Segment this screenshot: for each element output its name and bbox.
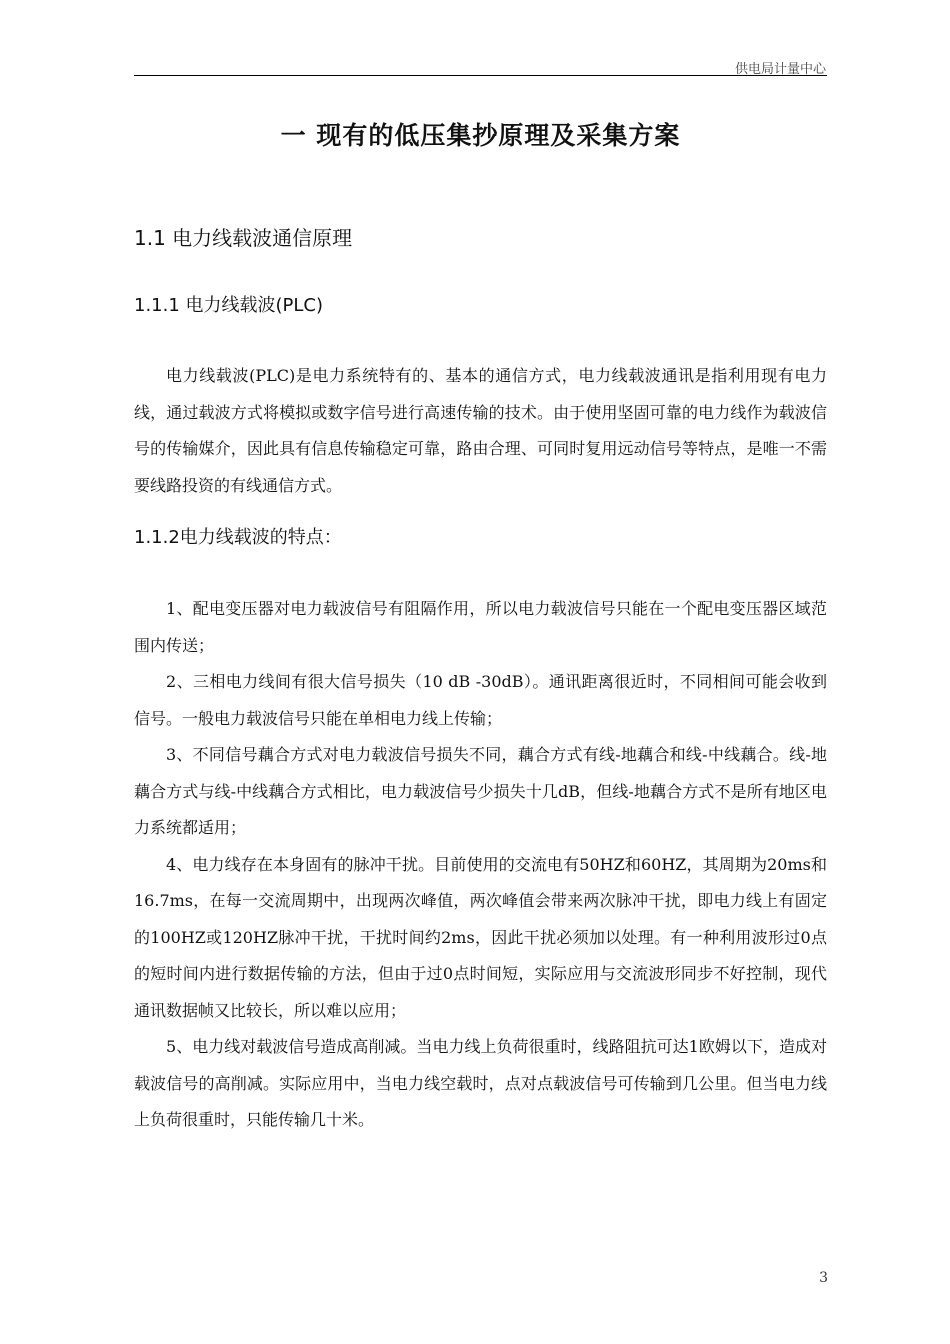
subsection-heading-features: 1.1.2电力线载波的特点： <box>134 527 342 548</box>
page-number: 3 <box>819 1270 828 1286</box>
feature-item: 5、电力线对载波信号造成高削减。当电力线上负荷很重时，线路阻抗可达1欧姆以下，造成对载波信号的高削减。实际应用中，当电力线空载时，点对点载波信号可传输到几公里。但当电力线上负荷很重时，只能传输几十米。 <box>134 1037 827 1129</box>
intro-text <box>134 358 827 504</box>
section-heading: 1.1 电力线载波通信原理 <box>134 226 353 250</box>
running-header: 供电局计量中心 <box>734 62 826 77</box>
feature-item: 2、三相电力线间有很大信号损失（10 dB -30dB）。通讯距离很近时，不同相间可能会收到信号。一般电力载波信号只能在单相电力线上传输； <box>134 672 827 728</box>
intro-paragraph: 电力线载波(PLC)是电力系统特有的、基本的通信方式，电力线载波通讯是指利用现有电力线，通过载波方式将模拟或数字信号进行高速传输的技术。由于使用坚固可靠的电力线作为载波信号的传输媒介，因此具有信息传输稳定可靠，路由合理、可同时复用远动信号等特点，是唯一不需要线路投资的有线通信方式。 <box>134 366 827 495</box>
feature-item: 1、配电变压器对电力载波信号有阻隔作用，所以电力载波信号只能在一个配电变压器区域范围内传送； <box>134 599 827 655</box>
features-list <box>134 591 827 1139</box>
feature-item: 4、电力线存在本身固有的脉冲干扰。目前使用的交流电有50HZ和60HZ，其周期为20ms和16.7ms，在每一交流周期中，出现两次峰值，两次峰值会带来两次脉冲干扰，即电力线上有固定的100HZ或120HZ脉冲干扰，干扰时间约2ms，因此干扰必须加以处理。有一种利用波形过0点的短时间内进行数据传输的方法，但由于过0点时间短，实际应用与交流波形同步不好控制，现代通讯数据帧又比较长，所以难以应用； <box>134 854 827 1020</box>
chapter-title: 一 现有的低压集抄原理及采集方案 <box>280 121 681 150</box>
subsection-heading-plc: 1.1.1 电力线载波(PLC) <box>134 295 324 316</box>
feature-item: 3、不同信号藕合方式对电力载波信号损失不同，藕合方式有线-地藕合和线-中线藕合。线-地藕合方式与线-中线藕合方式相比，电力载波信号少损失十几dB，但线-地藕合方式不是所有地区电力系统都适用； <box>134 745 827 837</box>
header-rule <box>134 75 827 76</box>
